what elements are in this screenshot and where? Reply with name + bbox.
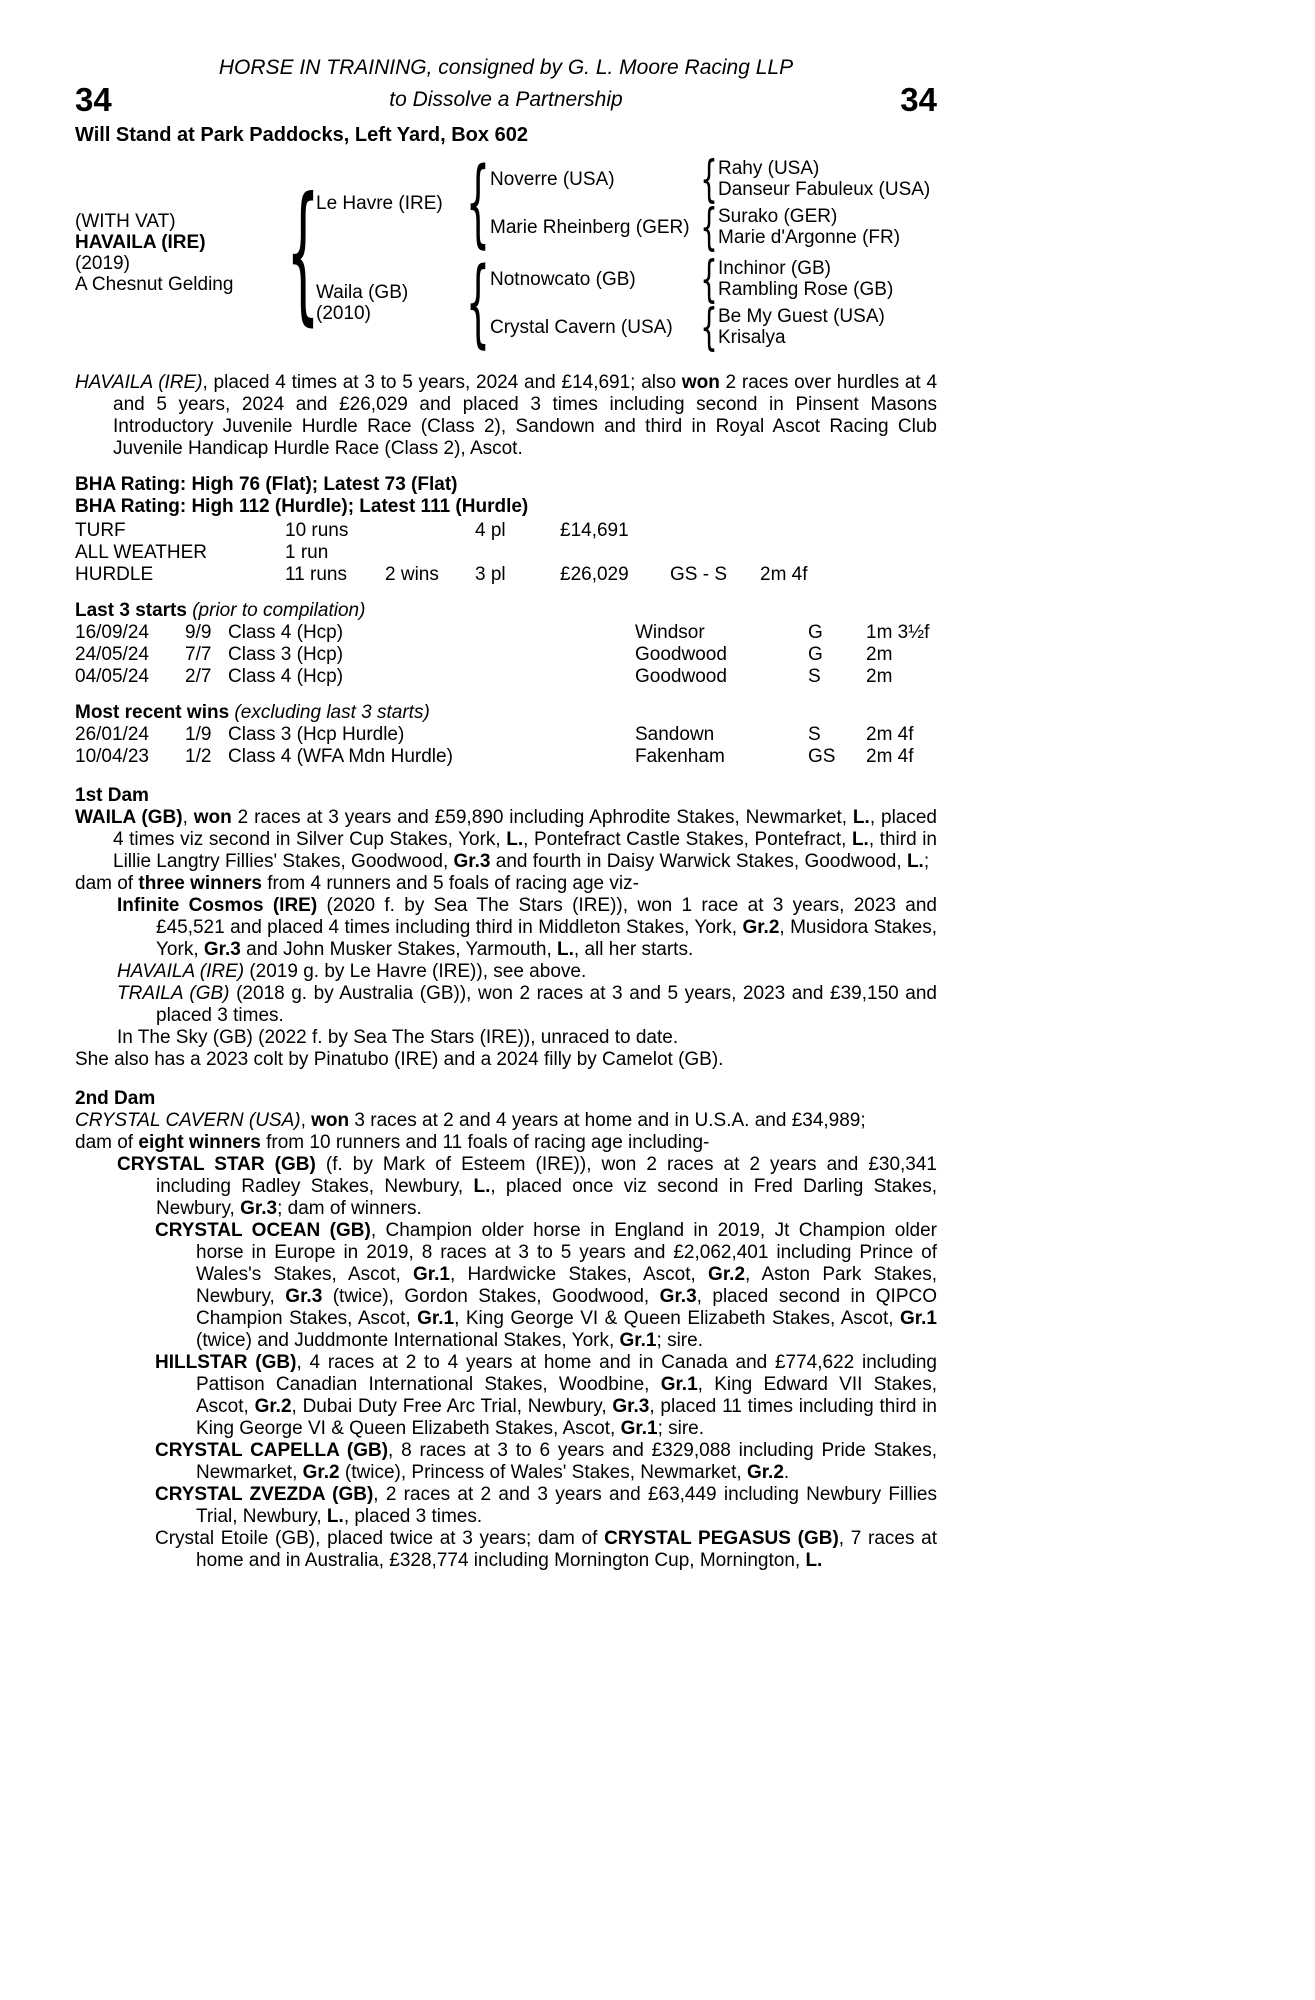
form-cell: 24/05/24 [75, 644, 149, 665]
lot-number-left: 34 [75, 81, 112, 118]
form-cell: Sandown [635, 724, 715, 745]
form-cell: 9/9 [185, 622, 212, 643]
text-run: dam of [75, 1132, 139, 1153]
text-run: (twice), Gordon Stakes, Goodwood, [322, 1286, 660, 1307]
stats-cell-surface: TURF [75, 520, 126, 541]
stats-cell-places: 3 pl [475, 564, 506, 585]
stats-cell-places [475, 542, 560, 564]
form-cell: 1m 3½f [866, 622, 930, 643]
form-cell: 2m 4f [866, 724, 914, 745]
form-cell: 04/05/24 [75, 666, 149, 687]
stats-cell-wins [385, 542, 475, 564]
text-run: L. [557, 939, 574, 960]
recent-wins-title: Most recent wins [75, 702, 230, 723]
text-run: CRYSTAL OCEAN (GB) [155, 1220, 371, 1241]
text-run: , 4 races at 2 to 4 years at home and in Canada and £774,622 including Pattison Canadian International Stakes, Woodbine, [196, 1352, 937, 1395]
stats-row [75, 542, 937, 564]
text-run: Gr.1 [900, 1308, 937, 1329]
text-run: eight winners [138, 1132, 261, 1153]
text-run: L. [805, 1550, 823, 1571]
text-run: 2 races over hurdles at 4 and 5 years, 2024 and £26,029 and placed 3 times including second in Pinsent Masons Introductory Juvenile Hurdle Race (Class 2), Sandown and third in Royal Ascot Racing Club Juvenile Handicap Hurdle Race (Class 2), Ascot. [113, 372, 938, 459]
text-run: Gr.2 [302, 1462, 340, 1483]
text-run: , Pontefract Castle Stakes, Pontefract, [523, 829, 852, 850]
text-run: Gr.3 [659, 1286, 697, 1307]
bha-rating-line: BHA Rating: High 112 (Hurdle); Latest 111 (Hurdle) [75, 496, 529, 517]
sire-name: Le Havre (IRE) [316, 192, 443, 214]
race-stats-table [75, 520, 937, 586]
form-cell: S [808, 724, 821, 745]
text-run: Gr.1 [413, 1264, 451, 1285]
grandsire-block [490, 150, 931, 208]
text-run: won [311, 1110, 350, 1131]
text-run: L. [852, 807, 870, 828]
text-run: Infinite Cosmos (IRE) [117, 895, 318, 916]
text-run: , Musidora Stakes, York, [156, 917, 937, 960]
form-cell: Windsor [635, 622, 705, 643]
stats-cell-places: 4 pl [475, 520, 506, 541]
text-run: ; sire. [656, 1330, 703, 1351]
text-run: , Hardwicke Stakes, Ascot, [450, 1264, 709, 1285]
form-row [75, 644, 937, 666]
stats-cell-wins [385, 520, 475, 542]
form-cell: 2m 4f [866, 746, 914, 767]
pedigree-brace: { [465, 147, 491, 258]
text-run: Gr.2 [742, 917, 780, 938]
text-run: won [681, 372, 720, 393]
section-heading: 1st Dam [75, 785, 149, 806]
ped-gen3-name: Be My Guest (USA) [718, 306, 885, 327]
ped-gen3-pair [718, 258, 893, 300]
pedigree-brace: { [700, 150, 718, 208]
ped-gen3-name: Inchinor (GB) [718, 258, 831, 279]
stats-cell-runs: 11 runs [285, 564, 347, 585]
text-run: , all her starts. [573, 939, 694, 960]
text-run: L. [851, 829, 869, 850]
text-run: dam of [75, 873, 139, 894]
ped-gen2-name: Crystal Cavern (USA) [490, 316, 673, 338]
text-run: , placed second in QIPCO Champion Stakes, Ascot, [196, 1286, 938, 1329]
last-starts-table [75, 622, 937, 688]
text-run: Gr.1 [660, 1374, 698, 1395]
form-cell: Class 3 (Hcp Hurdle) [228, 724, 405, 745]
text-run: Gr.1 [619, 1330, 657, 1351]
text-run: L. [906, 851, 924, 872]
text-run: , King Edward VII Stakes, Ascot, [196, 1374, 937, 1417]
form-cell: 2m [866, 644, 893, 665]
ped-gen3-name: Marie d'Argonne (FR) [718, 227, 901, 248]
pedigree-text-paragraph [75, 1484, 937, 1528]
pedigree-text-paragraph [75, 873, 937, 895]
dam-sections [75, 785, 937, 1572]
section-heading: 2nd Dam [75, 1088, 156, 1109]
form-cell: 16/09/24 [75, 622, 149, 643]
form-cell: Class 4 (WFA Mdn Hurdle) [228, 746, 453, 767]
stats-row [75, 564, 937, 586]
pedigree-text-paragraph [75, 1027, 937, 1049]
stats-cell-money: £26,029 [560, 564, 629, 585]
form-cell: 10/04/23 [75, 746, 149, 767]
text-run: (2018 g. by Australia (GB)), won 2 races at 3 and 5 years, 2023 and £39,150 and placed 3 times. [156, 983, 938, 1026]
text-run: Gr.3 [453, 851, 491, 872]
form-row [75, 666, 937, 688]
ped-gen2-name: Notnowcato (GB) [490, 268, 636, 290]
bha-rating-line: BHA Rating: High 76 (Flat); Latest 73 (Flat) [75, 474, 458, 495]
pedigree-text-paragraph [75, 1154, 937, 1220]
text-run: L. [473, 1176, 491, 1197]
text-run: and John Musker Stakes, Yarmouth, [240, 939, 558, 960]
text-run: , [182, 807, 194, 828]
text-run: , [300, 1110, 312, 1131]
form-cell: G [808, 644, 823, 665]
form-cell: 2/7 [185, 666, 212, 687]
text-run: (2020 f. by Sea The Stars (IRE)), won 1 race at 3 years, 2023 and £45,521 and placed 4 times including third in Middleton Stakes, York, [156, 895, 938, 938]
text-run: (twice), Princess of Wales' Stakes, Newmarket, [339, 1462, 747, 1483]
pedigree-brace: { [700, 198, 718, 256]
stats-cell-distance: 2m 4f [760, 564, 808, 585]
text-run: Crystal Etoile (GB), placed twice at 3 years; dam of [155, 1528, 605, 1549]
form-cell: Class 3 (Hcp) [228, 644, 344, 665]
form-cell: 2m [866, 666, 893, 687]
dam-grandparents [490, 250, 894, 356]
ped-gen2-name: Noverre (USA) [490, 168, 615, 190]
stats-cell-distance [760, 520, 937, 542]
ped-gen3-name: Surako (GER) [718, 206, 838, 227]
dam-branch [316, 247, 930, 358]
form-cell: 26/01/24 [75, 724, 149, 745]
form-cell: 1/9 [185, 724, 212, 745]
form-cell: Fakenham [635, 746, 725, 767]
ped-gen3-pair [718, 306, 885, 348]
text-run: Gr.2 [708, 1264, 746, 1285]
ped-gen3-name: Krisalya [718, 327, 786, 348]
partnership-line: to Dissolve a Partnership [389, 88, 623, 111]
pedigree-brace: { [700, 298, 718, 356]
sex-colour: A Chesnut Gelding [75, 274, 234, 295]
vat-note: (WITH VAT) [75, 211, 176, 232]
stats-cell-wins: 2 wins [385, 564, 439, 585]
text-run: CRYSTAL CAPELLA (GB) [155, 1440, 389, 1461]
pedigree-generations [316, 147, 931, 358]
horse-name: HAVAILA (IRE) [75, 232, 206, 253]
text-run: Gr.3 [612, 1396, 650, 1417]
text-run: ; sire. [657, 1418, 705, 1439]
text-run: and fourth in Daisy Warwick Stakes, Goodwood, [490, 851, 907, 872]
text-run: ; dam of winners. [277, 1198, 422, 1219]
text-run: CRYSTAL ZVEZDA (GB) [155, 1484, 374, 1505]
race-summary-paragraph [75, 372, 937, 460]
pedigree-horse-block [75, 211, 290, 295]
form-cell: Class 4 (Hcp) [228, 622, 344, 643]
granddam-block [490, 298, 893, 356]
granddam-block [490, 198, 930, 256]
text-run: , placed 3 times. [343, 1506, 483, 1527]
recent-wins-table [75, 724, 937, 768]
form-row [75, 746, 937, 768]
text-run: , 2 races at 2 and 3 years and £63,449 including Newbury Fillies Trial, Newbury, [196, 1484, 937, 1527]
text-run: Gr.3 [240, 1198, 278, 1219]
text-run: , Champion older horse in England in 2019, Jt Champion older horse in Europe in 2019, 8 races at 3 to 5 years and £2,062,401 including Prince of Wales's Stakes, Ascot, [196, 1220, 937, 1285]
foaling-year: (2019) [75, 253, 130, 274]
last-starts-subtitle: (prior to compilation) [186, 600, 366, 621]
form-cell: GS [808, 746, 836, 767]
text-run: , 7 races at home and in Australia, £328,774 including Mornington Cup, Mornington, [196, 1528, 937, 1571]
stats-cell-surface: ALL WEATHER [75, 542, 207, 563]
stats-cell-going [670, 542, 760, 564]
stats-cell-runs: 10 runs [285, 520, 349, 541]
text-run: TRAILA (GB) [117, 983, 230, 1004]
ped-gen3-name: Rambling Rose (GB) [718, 279, 894, 300]
text-run: Gr.3 [285, 1286, 323, 1307]
text-run: She also has a 2023 colt by Pinatubo (IRE) and a 2024 filly by Camelot (GB). [75, 1049, 724, 1070]
pedigree-text-paragraph [75, 961, 937, 983]
text-run: L. [506, 829, 524, 850]
text-run: from 4 runners and 5 foals of racing age viz- [261, 873, 639, 894]
text-run: , third in Lillie Langtry Fillies' Stakes, Goodwood, [113, 829, 937, 872]
form-cell: 7/7 [185, 644, 212, 665]
form-cell: Class 4 (Hcp) [228, 666, 344, 687]
pedigree-text-paragraph [75, 807, 937, 873]
pedigree-text-paragraph [75, 1528, 937, 1572]
text-run: Gr.2 [746, 1462, 784, 1483]
stats-cell-money: £14,691 [560, 520, 629, 541]
text-run: HAVAILA (IRE) [117, 961, 245, 982]
form-row [75, 724, 937, 746]
sire-branch [316, 147, 931, 258]
stats-cell-runs: 1 run [285, 542, 329, 563]
pedigree-brace: { [465, 247, 491, 358]
text-run: , placed once viz second in Fred Darling Stakes, Newbury, [156, 1176, 937, 1219]
text-run: , Dubai Duty Free Arc Trial, Newbury, [291, 1396, 613, 1417]
recent-wins-heading [75, 702, 937, 724]
form-cell: S [808, 666, 821, 687]
text-run: CRYSTAL PEGASUS (GB) [604, 1528, 839, 1549]
dam-year: (2010) [316, 303, 371, 324]
dam-name: Waila (GB) [316, 282, 409, 303]
text-run: CRYSTAL CAVERN (USA) [75, 1110, 301, 1131]
form-cell: G [808, 622, 823, 643]
pedigree-text-paragraph [75, 1110, 937, 1132]
ped-gen3-pair [718, 206, 900, 248]
pedigree-brace: { [700, 250, 718, 308]
bha-ratings [75, 474, 937, 518]
pedigree-text-paragraph [75, 1132, 937, 1154]
last-starts-title: Last 3 starts [75, 600, 187, 621]
grandsire-block [490, 250, 894, 308]
text-run: . [783, 1462, 790, 1483]
text-run: In The Sky (GB) (2022 f. by Sea The Stars (IRE)), unraced to date. [117, 1027, 679, 1048]
pedigree-table [75, 147, 937, 358]
consignor-line: HORSE IN TRAINING, consigned by G. L. Moore Racing LLP [218, 56, 794, 79]
text-run: Gr.1 [620, 1418, 658, 1439]
pedigree-text-paragraph [75, 1220, 937, 1352]
text-run: 3 races at 2 and 4 years at home and in U.S.A. and £34,989; [349, 1110, 866, 1131]
lot-row [75, 82, 937, 118]
dam-name-block [316, 282, 466, 324]
pedigree-text-paragraph [75, 895, 937, 961]
form-cell: Goodwood [635, 644, 727, 665]
text-run: three winners [138, 873, 262, 894]
text-run: Gr.2 [254, 1396, 292, 1417]
lot-number-right: 34 [900, 81, 937, 118]
form-cell: 1/2 [185, 746, 212, 767]
form-cell: Goodwood [635, 666, 727, 687]
text-run: HILLSTAR (GB) [155, 1352, 297, 1373]
text-run: L. [326, 1506, 344, 1527]
text-run: , 8 races at 3 to 6 years and £329,088 including Pride Stakes, Newmarket, [196, 1440, 937, 1483]
sire-grandparents [490, 150, 931, 256]
pedigree-text-paragraph [75, 1049, 937, 1071]
form-row [75, 622, 937, 644]
stats-row [75, 520, 937, 542]
text-run: (twice) and Juddmonte International Stakes, York, [196, 1330, 620, 1351]
text-run: Gr.3 [203, 939, 241, 960]
catalogue-page [75, 56, 937, 1572]
text-run: won [193, 807, 232, 828]
text-run: , King George VI & Queen Elizabeth Stakes, Ascot, [454, 1308, 901, 1329]
text-run: ; [923, 851, 930, 872]
ped-gen3-name: Danseur Fabuleux (USA) [718, 179, 931, 200]
text-run: from 10 runners and 11 foals of racing age including- [260, 1132, 710, 1153]
text-run: HAVAILA (IRE) [75, 372, 203, 393]
ped-gen2-name: Marie Rheinberg (GER) [490, 216, 690, 238]
text-run: WAILA (GB) [75, 807, 183, 828]
stats-cell-distance [760, 542, 937, 564]
stats-cell-going: GS - S [670, 564, 728, 585]
pedigree-text-paragraph [75, 1440, 937, 1484]
text-run: (f. by Mark of Esteem (IRE)), won 2 races at 2 years and £30,341 including Radley Stakes, Newbury, [156, 1154, 937, 1197]
text-run: 2 races at 3 years and £59,890 including Aphrodite Stakes, Newmarket, [231, 807, 853, 828]
text-run: , placed 11 times including third in King George VI & Queen Elizabeth Stakes, Ascot, [196, 1396, 938, 1439]
ped-gen3-pair [718, 158, 930, 200]
stats-cell-going [670, 520, 760, 542]
pedigree-main-brace: { [286, 166, 320, 340]
text-run: , Aston Park Stakes, Newbury, [196, 1264, 937, 1307]
text-run: Gr.1 [417, 1308, 455, 1329]
ped-gen3-name: Rahy (USA) [718, 158, 820, 179]
last-starts-heading [75, 600, 937, 622]
text-run: (2019 g. by Le Havre (IRE)), see above. [244, 961, 587, 982]
stand-location-line: Will Stand at Park Paddocks, Left Yard, Box 602 [75, 124, 528, 146]
recent-wins-subtitle: (excluding last 3 starts) [229, 702, 430, 723]
text-run: , placed 4 times viz second in Silver Cup Stakes, York, [113, 807, 937, 850]
text-run: , placed 4 times at 3 to 5 years, 2024 and £14,691; also [202, 372, 682, 393]
stats-cell-money [560, 542, 670, 564]
pedigree-text-paragraph [75, 1352, 937, 1440]
pedigree-text-paragraph [75, 983, 937, 1027]
text-run: CRYSTAL STAR (GB) [117, 1154, 316, 1175]
stats-cell-surface: HURDLE [75, 564, 154, 585]
